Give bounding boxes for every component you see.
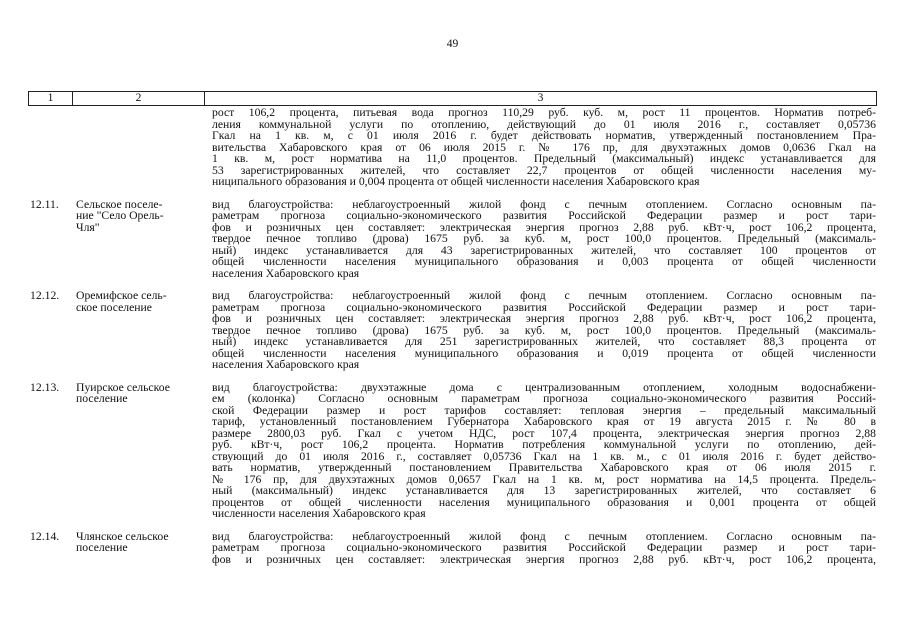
text-line: руб. кВт·ч, рост 106,2 процента. Норматив потребления коммунальной услуги по отоплению, дей- xyxy=(212,438,876,451)
text-line: 53 зарегистрированных жителей, что составляет 22,7 процентов от общей численности населения му- xyxy=(212,163,876,177)
text-line: твердое печное топливо (дрова) 1675 руб. за куб. м, рост 100,0 процентов. Предельный (максималь- xyxy=(212,323,876,337)
text-line: вид благоустройства: неблагоустроенный жилой фонд с печным отоплением. Согласно основным па- xyxy=(212,289,876,302)
name-line: ние "Село Орель- xyxy=(76,209,164,222)
row-description xyxy=(204,290,876,371)
text-line: общей численности населения муниципального образования и 0,003 процента от общей численности xyxy=(212,255,876,268)
text-line: ный) индекс устанавливается для 251 зарегистрированных жителей, что составляет 88,3 процента от xyxy=(212,335,876,348)
text-line: Гкал на 1 кв. м, с 01 июля 2016 г. будет действовать норматив, утвержденный постановлением Пра- xyxy=(212,129,876,142)
text-line: раметрам прогноза социально-экономического развития Российской Федерации размер и рост тари- xyxy=(212,209,876,222)
text-line: вительства Хабаровского края от 06 июля 2015 г. № 176 пр, для двухэтажных домов 0,0636 Гкал на xyxy=(212,140,876,154)
text-line: рост 106,2 процента, питьевая вода прогноз 110,29 руб. куб. м, рост 11 процентов. Норматив потреб- xyxy=(212,106,876,119)
row-description xyxy=(204,107,876,188)
text-line: вать норматив, утвержденный постановлением Правительства Хабаровского края от 06 июля 2015 г. xyxy=(212,461,876,474)
text-line: процентов от общей численности населения муниципального образования и 0,001 процента от общей xyxy=(212,495,876,509)
table-body xyxy=(28,107,876,565)
name-line: поселение xyxy=(76,392,128,405)
text-line: вид благоустройства: двухэтажные дома с централизованным отоплением, холодным водоснабжени- xyxy=(212,380,876,394)
row-number: 12.11. xyxy=(30,197,59,211)
name-line: Чля" xyxy=(76,220,100,234)
row-description xyxy=(204,531,876,566)
text-line: вид благоустройства: неблагоустроенный жилой фонд с печным отоплением. Согласно основным па- xyxy=(212,197,876,211)
settlement-name xyxy=(68,531,204,554)
text-line: ный) индекс устанавливается для 43 зарегистрированных жителей, что составляет 100 процентов от xyxy=(212,243,876,257)
table-row xyxy=(28,290,876,371)
text-line: фов и розничных цен составляет: электрическая энергия прогноз 2,88 руб. кВт·ч, рост 106,2 процента, xyxy=(212,312,876,325)
table-row xyxy=(28,107,876,188)
row-description xyxy=(204,199,876,280)
row-number: 12.14. xyxy=(30,529,60,543)
text-line: ствующий до 01 июля 2016 г., составляет 0,05736 Гкал на 1 кв. м., с 01 июля 2016 г. будет действо- xyxy=(212,449,876,463)
table-header xyxy=(28,91,877,106)
text-line: фов и розничных цен составляет: электрическая энергия прогноз 2,88 руб. кВт·ч, рост 106,2 процента, xyxy=(212,552,876,566)
table-row xyxy=(28,531,876,566)
name-line: Оремифское сель- xyxy=(76,289,167,302)
table-row xyxy=(28,199,876,280)
text-line: раметрам прогноза социально-экономического развития Российской Федерации размер и рост тари- xyxy=(212,300,876,314)
column-header-1: 1 xyxy=(29,92,73,106)
table-row xyxy=(28,382,876,520)
name-line: ское поселение xyxy=(76,300,152,314)
text-line: общей численности населения муниципального образования и 0,019 процента от общей численности xyxy=(212,346,876,360)
column-header-3: 3 xyxy=(205,92,877,106)
text-line: численности населения Хабаровского края xyxy=(212,507,426,520)
row-number: 12.13. xyxy=(30,380,60,394)
text-line: ный (максимальный) индекс устанавливается для 13 зарегистрированных жителей, что составляет 6 xyxy=(212,484,876,497)
text-line: вид благоустройства: неблагоустроенный жилой фонд с печным отоплением. Согласно основным па- xyxy=(212,529,876,543)
page-number: 49 xyxy=(446,38,459,50)
text-line: ем (колонка) Согласно основным параметрам прогноза социально-экономического развития Россий- xyxy=(212,392,876,405)
text-line: ниципального образования и 0,004 процента от общей численности населения Хабаровского края xyxy=(212,175,700,188)
text-line: ской Федерации размер и рост тарифов составляет: тепловая энергия – предельный максимальный xyxy=(212,403,876,417)
text-line: тариф, установленный постановлением Губернатора Хабаровского края от 19 августа 2015 г. № 80 в xyxy=(212,415,876,428)
settlement-name xyxy=(68,290,204,313)
column-header-2: 2 xyxy=(73,92,205,106)
text-line: размере 2800,03 руб. Гкал с учетом НДС, рост 107,4 процента, электрическая энергия прогноз 2,88 xyxy=(212,426,876,440)
text-line: раметрам прогноза социально-экономического развития Российской Федерации размер и рост тари- xyxy=(212,541,876,554)
text-line: населения Хабаровского края xyxy=(212,266,360,280)
text-line: № 176 пр, для двухэтажных домов 0,0657 Гкал на 1 кв. м, рост норматива на 14,5 процента. Предель- xyxy=(212,472,876,486)
row-number: 12.12. xyxy=(30,289,60,302)
name-line: Сельское поселе- xyxy=(76,197,163,211)
name-line: Пуирское сельское xyxy=(76,380,170,394)
settlement-name xyxy=(68,199,204,234)
text-line: 1 кв. м, рост норматива на 11,0 процентов. Предельный (максимальный) индекс устанавливается для xyxy=(212,152,876,165)
settlement-name xyxy=(68,382,204,405)
text-line: твердое печное топливо (дрова) 1675 руб. за куб. м, рост 100,0 процентов. Предельный (максималь- xyxy=(212,232,876,245)
name-line: Члянское сельское xyxy=(76,529,169,543)
text-line: фов и розничных цен составляет: электрическая энергия прогноз 2,88 руб. кВт·ч, рост 106,2 процента, xyxy=(212,220,876,234)
text-line: ления коммунальной услуги по отоплению, действующий до 01 июля 2016 г., составляет 0,05736 xyxy=(212,117,876,131)
name-line: поселение xyxy=(76,541,128,554)
row-description xyxy=(204,382,876,520)
text-line: населения Хабаровского края xyxy=(212,358,360,371)
